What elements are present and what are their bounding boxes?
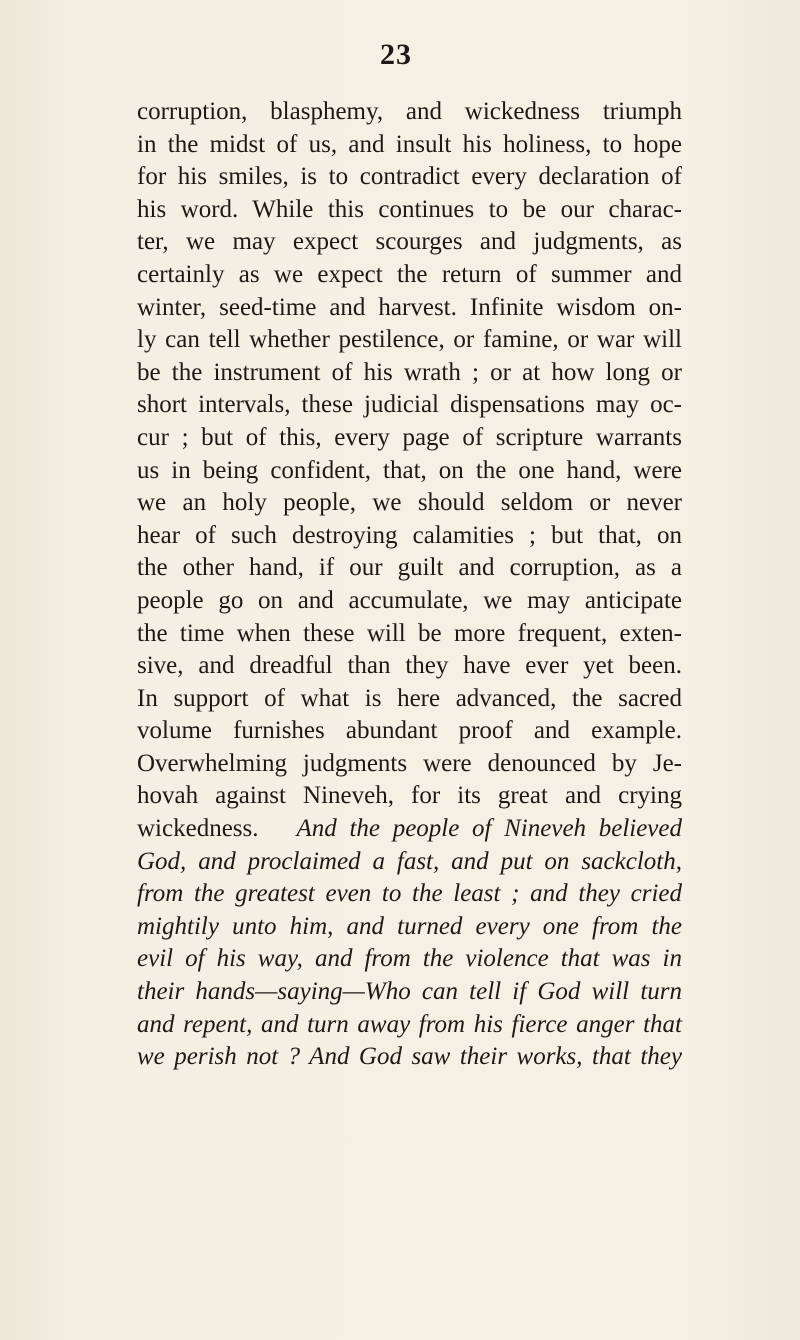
text-line: winter, seed-time and harvest. Infinite wisdom on- [137,293,682,321]
text-line: the other hand, if our guilt and corruption, as a [137,554,682,582]
text-line: we an holy people, we should seldom or never [137,489,682,517]
body-text [137,96,682,1074]
italic-line: their hands—saying—Who can tell if God will turn [137,978,682,1006]
italic-line: we perish not ? And God saw their works, that they [137,1043,682,1071]
text-line: Overwhelming judgments were denounced by Je- [137,749,682,777]
text-line: for his smiles, is to contradict every declaration of [137,163,682,191]
page-number: 23 [380,38,412,71]
text-line: his word. While this continues to be our charac- [137,195,682,223]
text-line: people go on and accumulate, we may anticipate [137,586,682,614]
text-line: be the instrument of his wrath ; or at how long or [137,358,682,386]
text-line: In support of what is here advanced, the sacred [137,684,682,712]
italic-line: from the greatest even to the least ; and they cried [137,880,682,908]
text-line: hovah against Nineveh, for its great and crying [137,782,682,810]
italic-line: mightily unto him, and turned every one from the [137,912,682,940]
text-line: us in being confident, that, on the one hand, were [137,456,682,484]
text-line: in the midst of us, and insult his holiness, to hope [137,130,682,158]
text-line: hear of such destroying calamities ; but that, on [137,521,682,549]
italic-line: God, and proclaimed a fast, and put on sackcloth, [137,847,682,875]
text-line: corruption, blasphemy, and wickedness triumph [137,98,682,125]
text-line: ter, we may expect scourges and judgments, as [137,228,682,256]
text-line: short intervals, these judicial dispensations may oc- [137,391,682,419]
italic-segment: And the people of Nineveh believed [296,815,682,843]
text-line: volume furnishes abundant proof and example. [137,717,682,745]
text-line: the time when these will be more frequent, exten- [137,619,682,647]
text-line: certainly as we expect the return of summer and [137,260,682,288]
text-line: cur ; but of this, every page of scripture warrants [137,423,682,451]
text-line: ly can tell whether pestilence, or famine, or war will [137,326,682,354]
text-line-mixed [137,813,682,846]
italic-line: evil of his way, and from the violence that was in [137,945,682,973]
text-line: sive, and dreadful than they have ever yet been. [137,652,682,680]
roman-segment: wickedness. [137,815,259,843]
italic-line: and repent, and turn away from his fierce anger that [137,1010,682,1038]
